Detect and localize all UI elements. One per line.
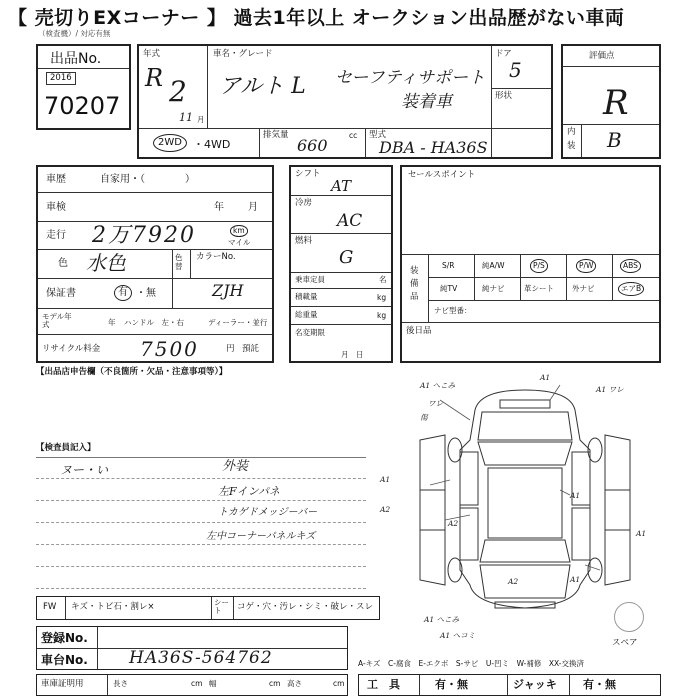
mileage-value: 2万7920	[92, 223, 196, 248]
drive-2wd	[153, 134, 187, 152]
equip-extnavi: 外ナビ	[572, 284, 595, 293]
recycle-label: リサイクル料金	[42, 344, 101, 354]
diagram-mark-6: A1	[380, 475, 391, 484]
shape-label: 形状	[495, 91, 513, 101]
month-unit: 月	[197, 115, 205, 124]
cert-height: 高さ	[287, 679, 302, 688]
equip-ps	[530, 259, 548, 273]
declaration-label: 【出品店申告欄（不良箇所・欠品・注意事項等）】	[36, 367, 228, 377]
car-hood	[478, 412, 572, 440]
mileage-km-circle: km	[230, 225, 248, 237]
history-value: 自家用・（ ）	[100, 174, 195, 185]
cert-label: 車庫証明用	[41, 679, 84, 689]
rear-bumper	[495, 602, 555, 608]
interior-label-1: 内	[567, 127, 576, 137]
ac-label: 冷房	[295, 198, 313, 208]
shift-label: シフト	[295, 169, 321, 179]
diagram-mark-3: A1 ワレ	[596, 385, 624, 394]
chassis-label: 車台No.	[41, 653, 88, 667]
change-unit: 月 日	[341, 350, 364, 359]
diagram-mark-11: A2	[508, 577, 519, 586]
history-box	[36, 165, 274, 363]
inspector-label: 【検査員記入】	[36, 443, 96, 453]
diagram-mark-5: 傷	[420, 413, 428, 422]
jack-label: ジャッキ	[513, 678, 557, 691]
spare-tire-icon	[614, 602, 644, 632]
mileage-label: 走行	[46, 230, 66, 241]
cert-width: 幅	[209, 679, 217, 688]
inspection-month-unit: 月	[248, 202, 258, 213]
car-trunk	[480, 565, 570, 598]
sales-box	[400, 165, 661, 363]
side-right	[605, 435, 630, 585]
lot-number: 70207	[44, 92, 121, 120]
grade-line2: 装着車	[401, 92, 452, 112]
chassis-value: HA36S-564762	[129, 648, 273, 668]
tools-value: 有・無	[435, 678, 468, 691]
equip-navi: 純ナビ	[482, 284, 505, 293]
lot-year-tag: 2016	[46, 72, 76, 85]
color-code-value: ZJH	[212, 281, 244, 300]
cert-width-unit: cm	[269, 679, 281, 688]
garage-cert-box	[36, 674, 348, 696]
damage-codes: A-キズ C-腐食 E-エクボ S-サビ U-凹ミ W-補修 XX-交換済	[358, 659, 584, 668]
dealer-label: ディーラー・並行	[208, 318, 268, 327]
equip-sr: S/R	[442, 261, 455, 270]
diagram-mark-10: A1	[636, 529, 647, 538]
model-value: DBA - HA36S	[379, 138, 488, 157]
vehicle-box	[137, 44, 553, 159]
drive-2wd-circle: 2WD	[153, 134, 187, 152]
year-value: 2	[169, 75, 187, 108]
inspector-note-3: 左Fインパネ	[218, 485, 280, 498]
mileage-unit	[230, 225, 248, 237]
equip-aw: 純A/W	[482, 261, 505, 270]
year-label: 年式	[143, 49, 161, 59]
tools-box	[358, 674, 661, 696]
model-label: 型式	[369, 130, 387, 140]
recycle-status: 預託	[242, 344, 260, 354]
equip-pw-circle: P/W	[576, 259, 596, 273]
equip-ps-circle: P/S	[530, 259, 548, 273]
sheet-text: コゲ・穴・汚レ・シミ・破レ・スレ	[237, 602, 374, 612]
car-rear-window	[480, 540, 570, 562]
warranty-label: 保証書	[46, 288, 76, 299]
color-value: 水色	[86, 251, 126, 275]
front-grille	[500, 400, 550, 408]
diagram-mark-1: A1 へこみ	[420, 381, 456, 390]
door-left-front	[460, 452, 478, 505]
retrofit-label: 後日品	[406, 326, 432, 336]
inspector-note-1: ヌー・い	[60, 463, 109, 477]
fuel-label: 燃料	[295, 236, 313, 246]
year-era: R	[145, 64, 164, 92]
displacement-label: 排気量	[263, 130, 289, 140]
fw-text: キズ・トビ石・割レ×	[71, 602, 155, 612]
model-year-unit: 年	[108, 318, 116, 327]
grade-score: R	[603, 83, 629, 123]
color-label: 色	[58, 258, 68, 269]
model-year-label: モデル年式	[42, 312, 72, 330]
interior-grade: B	[607, 128, 622, 152]
cert-length-unit: cm	[191, 679, 203, 688]
fuel-value: G	[339, 247, 354, 268]
change-label: 名変期限	[295, 328, 325, 337]
diagram-mark-13: A1 へこみ	[424, 615, 460, 624]
inspector-note-4: トカゲドメッジーバー	[218, 507, 318, 518]
diagram-mark-14: A1 ヘコミ	[440, 631, 476, 640]
recycle-unit: 円	[226, 344, 235, 354]
doors-label: ドア	[495, 49, 512, 59]
side-left	[420, 435, 445, 585]
fw-label: FW	[43, 602, 57, 612]
grade-label: 評価点	[589, 51, 615, 61]
displacement-value: 660	[297, 136, 328, 155]
name-label: 車名・グレード	[213, 49, 273, 59]
color-code-label: カラーNo.	[196, 252, 236, 262]
car-windshield	[478, 442, 572, 465]
lot-box	[36, 44, 131, 130]
cert-length: 長さ	[113, 679, 128, 688]
lot-label: 出品No.	[50, 51, 102, 67]
inspection-year-unit: 年	[214, 202, 224, 213]
nav-model-label: ナビ型番：	[434, 306, 472, 315]
banner-title: 【 売切りEXコーナー 】 過去1年以上 オークション出品歴がない車両	[8, 7, 625, 29]
spare-label: スペア	[612, 638, 638, 648]
diagram-mark-12: A1	[570, 575, 581, 584]
warranty-yes-circle: 有	[114, 285, 132, 301]
jack-value: 有・無	[583, 678, 616, 691]
equip-pw	[576, 259, 596, 273]
equip-leather: 革シート	[524, 284, 554, 293]
door-left-rear	[460, 508, 478, 560]
sheet-label: シート	[214, 598, 229, 616]
diagram-mark-4: ワレ	[428, 399, 443, 408]
ac-value: AC	[337, 211, 363, 231]
diagram-mark-2: A1	[540, 373, 551, 382]
handle-label: ハンドル 左・右	[124, 318, 184, 327]
capacity-unit: 名	[379, 275, 387, 284]
sales-points-label: セールスポイント	[408, 170, 476, 180]
inspection-label: 車検	[46, 202, 66, 213]
weight-label: 総重量	[295, 310, 318, 319]
diagram-mark-7: A1	[570, 491, 581, 500]
history-label: 車歴	[46, 174, 66, 185]
car-name: アルト L	[219, 74, 306, 99]
car-roof	[488, 468, 562, 538]
tools-label: 工 具	[367, 678, 400, 691]
subheader: （検査機）/ 対応有無	[38, 29, 111, 38]
month-value: 11	[179, 111, 193, 124]
recycle-value: 7500	[140, 337, 199, 361]
equip-abs	[620, 259, 641, 273]
warranty-no: ・無	[136, 288, 156, 299]
color-change-label: 色替	[175, 253, 183, 271]
weight-unit: kg	[377, 311, 387, 320]
door-right-rear	[572, 508, 590, 560]
load-unit: kg	[377, 293, 387, 302]
grade-line1: セーフティサポート	[335, 68, 486, 88]
mileage-unit-2: マイル	[228, 238, 251, 247]
inspector-note-5: 左中コーナーパネルキズ	[206, 531, 316, 542]
car-diagram	[400, 380, 650, 630]
interior-label-2: 装	[567, 141, 576, 151]
inspector-note-2: 外装	[222, 459, 249, 474]
capacity-label: 乗車定員	[295, 275, 325, 284]
equip-abs-circle: ABS	[620, 259, 641, 273]
grade-box	[561, 44, 661, 159]
drive-4wd: ・4WD	[193, 138, 231, 151]
cc-unit: cc	[349, 131, 358, 140]
equip-tv: 純TV	[440, 284, 458, 293]
reg-label: 登録No.	[41, 631, 88, 645]
fw-legend	[36, 596, 380, 620]
equip-airbag-circle: エアB	[618, 282, 644, 296]
diagram-mark-9: A2	[448, 519, 459, 528]
warranty-yes	[114, 285, 132, 301]
load-label: 積載量	[295, 292, 318, 301]
doors-value: 5	[509, 58, 522, 82]
registration-box	[36, 626, 348, 670]
equipment-label: 装備品	[410, 266, 419, 302]
diagram-mark-8: A2	[380, 505, 391, 514]
shift-value: AT	[331, 177, 352, 195]
specs-box	[289, 165, 393, 363]
cert-height-unit: cm	[333, 679, 345, 688]
equip-airbag	[618, 282, 644, 296]
